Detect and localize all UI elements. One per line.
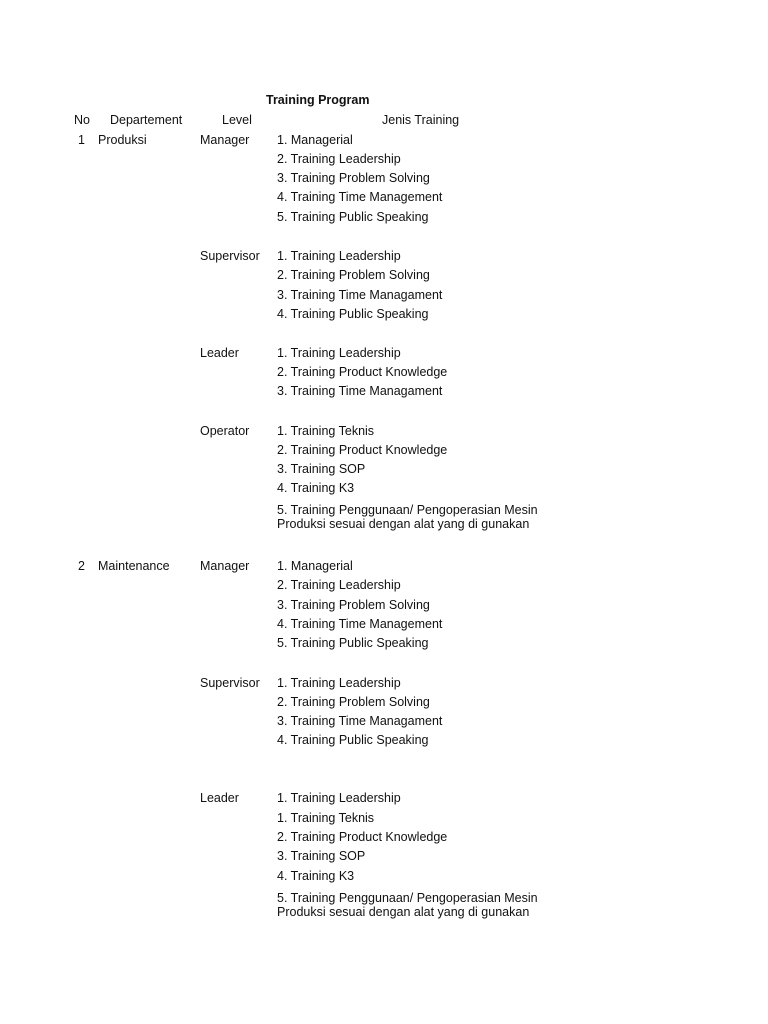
training-item: 3. Training Time Managament — [277, 714, 443, 728]
training-item: 2. Training Problem Solving — [277, 695, 430, 709]
training-item: 4. Training Public Speaking — [277, 307, 429, 321]
training-item: 2. Training Leadership — [277, 578, 401, 592]
training-item: 2. Training Leadership — [277, 152, 401, 166]
level-name: Leader — [200, 346, 239, 360]
level-name: Supervisor — [200, 676, 260, 690]
header-level: Level — [222, 113, 252, 127]
training-item: 1. Managerial — [277, 559, 353, 573]
training-item: 1. Training Teknis — [277, 811, 375, 825]
header-jenis-training: Jenis Training — [382, 113, 460, 127]
training-item: 3. Training Time Managament — [277, 384, 443, 398]
header-no: No — [74, 113, 90, 127]
level-name: Operator — [200, 424, 250, 438]
header-department: Departement — [110, 113, 183, 127]
level-name: Supervisor — [200, 249, 260, 263]
level-name: Manager — [200, 133, 250, 147]
training-item: 3. Training SOP — [277, 462, 366, 476]
training-item: 5. Training Penggunaan/ Pengoperasian Mesin Produksi sesuai dengan alat yang di gunakan — [277, 503, 538, 531]
training-item: 1. Training Leadership — [277, 676, 401, 690]
training-item: 3. Training Problem Solving — [277, 171, 430, 185]
training-item: 2. Training Product Knowledge — [277, 830, 448, 844]
training-item: 4. Training Time Management — [277, 190, 443, 204]
level-name: Manager — [200, 559, 250, 573]
department-name: Produksi — [98, 133, 147, 147]
training-item: 1. Training Leadership — [277, 249, 401, 263]
training-item: 3. Training Problem Solving — [277, 598, 430, 612]
level-name: Leader — [200, 791, 239, 805]
training-item: 2. Training Product Knowledge — [277, 365, 448, 379]
training-item: 4. Training K3 — [277, 869, 355, 883]
training-item: 4. Training Time Management — [277, 617, 443, 631]
training-item: 5. Training Public Speaking — [277, 636, 429, 650]
training-item: 3. Training SOP — [277, 849, 366, 863]
training-item: 3. Training Time Managament — [277, 288, 443, 302]
training-item: 5. Training Public Speaking — [277, 210, 429, 224]
department-name: Maintenance — [98, 559, 170, 573]
training-item: 2. Training Problem Solving — [277, 268, 430, 282]
section-number: 2 — [78, 559, 85, 573]
training-item: 4. Training K3 — [277, 481, 355, 495]
training-item: 5. Training Penggunaan/ Pengoperasian Mesin Produksi sesuai dengan alat yang di gunakan — [277, 891, 538, 919]
training-item: 1. Training Teknis — [277, 424, 375, 438]
training-item: 2. Training Product Knowledge — [277, 443, 448, 457]
training-item: 4. Training Public Speaking — [277, 733, 429, 747]
page-title: Training Program — [266, 93, 370, 107]
section-number: 1 — [78, 133, 85, 147]
training-item: 1. Training Leadership — [277, 346, 401, 360]
training-item: 1. Managerial — [277, 133, 353, 147]
training-item: 1. Training Leadership — [277, 791, 401, 805]
